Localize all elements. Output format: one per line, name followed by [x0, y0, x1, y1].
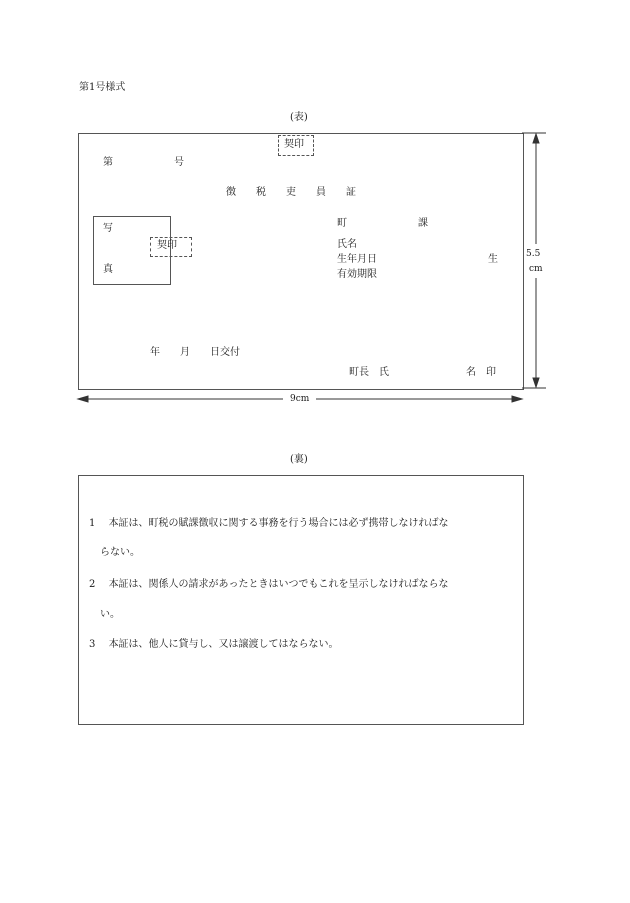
- clause-text: 本証は、町税の賦課徴収に関する事務を行う場合には必ず携帯しなければな: [108, 518, 449, 529]
- height-dimension-value: 5.5: [526, 249, 541, 259]
- birth-suffix: 生: [488, 254, 498, 265]
- name-label: 氏名: [337, 239, 357, 250]
- clause-number: 3: [89, 639, 96, 650]
- clause-2-continued: い。: [100, 609, 120, 620]
- height-dimension-unit: cm: [529, 264, 543, 274]
- clause-number: 2: [89, 579, 96, 590]
- back-heading: (裏): [290, 454, 308, 465]
- clause-1: [89, 519, 519, 529]
- back-card-frame: [78, 475, 524, 725]
- issue-date: 年 月 日交付: [150, 347, 240, 358]
- name-seal-label: 名 印: [466, 367, 496, 378]
- card-title: 徴 税 吏 員 証: [226, 187, 356, 198]
- clause-2: [89, 580, 519, 590]
- number-suffix: 号: [174, 157, 184, 168]
- birthdate-label: 生年月日: [337, 254, 377, 265]
- photo-label-top: 写: [103, 223, 113, 234]
- clause-text: 本証は、他人に貸与し、又は譲渡してはならない。: [108, 639, 339, 650]
- number-prefix: 第: [103, 157, 113, 168]
- clause-text: 本証は、関係人の請求があったときはいつでもこれを呈示しなければならな: [108, 579, 449, 590]
- front-heading: (表): [290, 112, 308, 123]
- clause-1-continued: らない。: [100, 547, 140, 558]
- clause-3: [89, 640, 519, 650]
- seal-photo-label: 契印: [157, 240, 177, 251]
- seal-top-label: 契印: [284, 139, 304, 150]
- mayor-label: 町長 氏: [349, 367, 389, 378]
- section-label: 課: [418, 218, 428, 229]
- clause-number: 1: [89, 518, 96, 529]
- town-label: 町: [337, 218, 347, 229]
- width-dimension: 9cm: [290, 394, 310, 404]
- expiry-label: 有効期限: [337, 269, 377, 280]
- form-title: 第1号様式: [79, 82, 126, 93]
- photo-label-bottom: 真: [103, 264, 113, 275]
